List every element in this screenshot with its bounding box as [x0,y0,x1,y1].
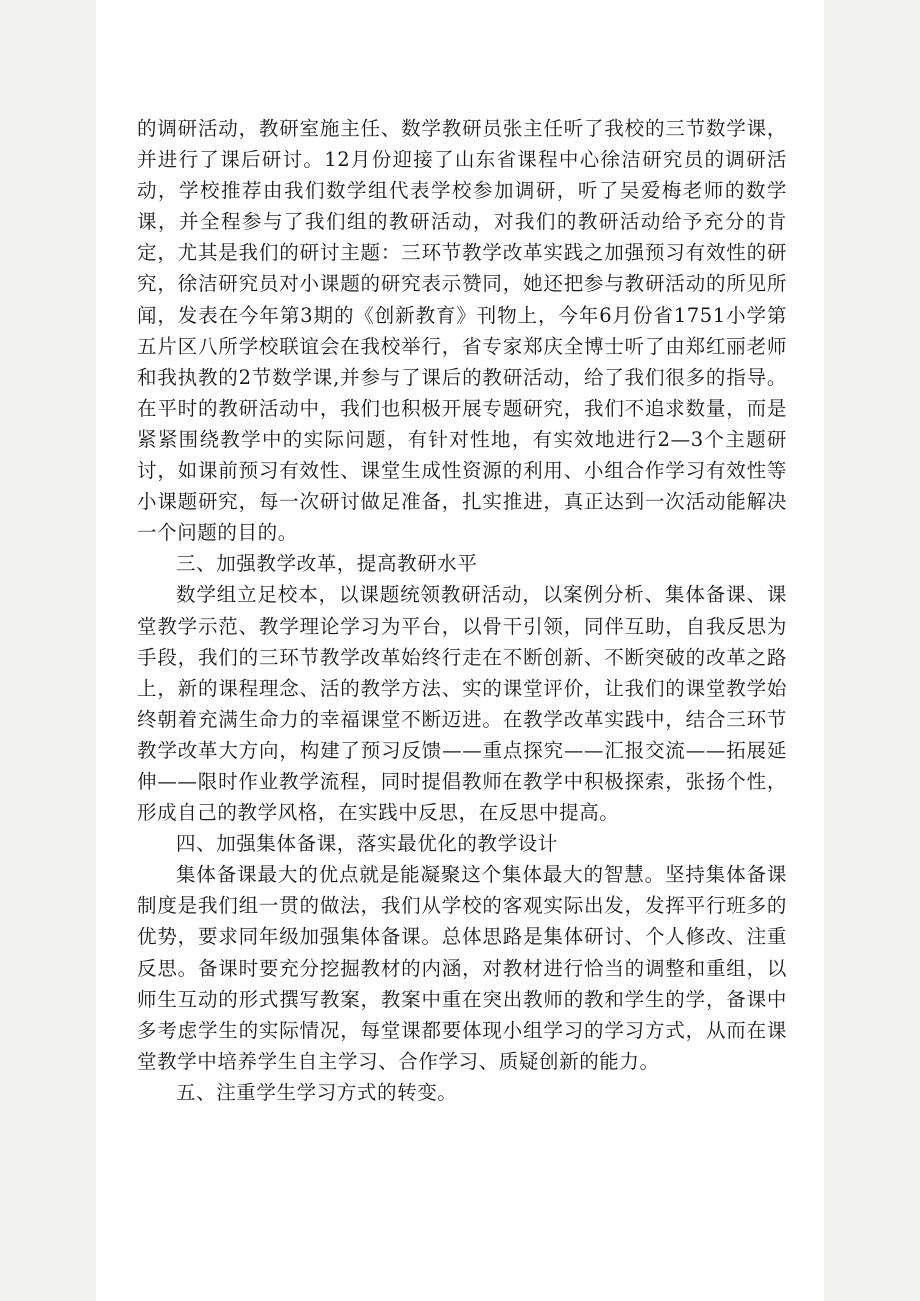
section-heading-learning-style: 五、注重学生学习方式的转变。 [176,1080,458,1104]
paragraph-teaching-reform: 数学组立足校本，以课题统领教研活动，以案例分析、集体备课、课堂教学示范、教学理论学习为平台，以骨干引领，同伴互助，自我反思为手段，我们的三环节教学改革始终行走在不断创新、不断突破的改革之路上，新的课程理念、活的教学方法、实的课堂评价，让我们的课堂教学始终朝着充满生命力的幸福课堂不断迈进。在教学改革实践中，结合三环节教学改革大方向，构建了预习反馈——重点探究——汇报交流——拓展延伸——限时作业教学流程，同时提倡教师在教学中积极探索，张扬个性，形成自己的教学风格，在实践中反思，在反思中提高。 [137,583,787,825]
section-heading-collective-lesson-prep: 四、加强集体备课，落实最优化的教学设计 [176,832,558,856]
paragraph-research-activities: 的调研活动，教研室施主任、数学教研员张主任听了我校的三节数学课，并进行了课后研讨。12月份迎接了山东省课程中心徐洁研究员的调研活动，学校推荐由我们数学组代表学校参加调研，听了吴爱梅老师的数学课，并全程参与了我们组的教研活动，对我们的教研活动给予充分的肯定，尤其是我们的研讨主题：三环节教学改革实践之加强预习有效性的研究，徐洁研究员对小课题的研究表示赞同，她还把参与教研活动的所见所闻，发表在今年第3期的《创新教育》刊物上，今年6月份省1751小学第五片区八所学校联谊会在我校举行，省专家郑庆全博士听了由郑红丽老师和我执教的2节数学课,并参与了课后的教研活动，给了我们很多的指导。在平时的教研活动中，我们也积极开展专题研究，我们不追求数量，而是紧紧围绕教学中的实际问题，有针对性地，有实效地进行2—3个主题研讨，如课前预习有效性、课堂生成性资源的利用、小组合作学习有效性等小课题研究，每一次研讨做足准备，扎实推进，真正达到一次活动能解决一个问题的目的。 [137,117,787,545]
section-heading-teaching-reform: 三、加强教学改革，提高教研水平 [176,552,478,576]
document-body [137,113,787,1108]
paragraph-collective-lesson-prep: 集体备课最大的优点就是能凝聚这个集体最大的智慧。坚持集体备课制度是我们组一贯的做法，我们从学校的客观实际出发，发挥平行班多的优势，要求同年级加强集体备课。总体思路是集体研讨、个人修改、注重反思。备课时要充分挖掘教材的内涵，对教材进行恰当的调整和重组，以师生互动的形式撰写教案，教案中重在突出教师的教和学生的学，备课中多考虑学生的实际情况，每堂课都要体现小组学习的学习方式，从而在课堂教学中培养学生自主学习、合作学习、质疑创新的能力。 [137,863,787,1073]
